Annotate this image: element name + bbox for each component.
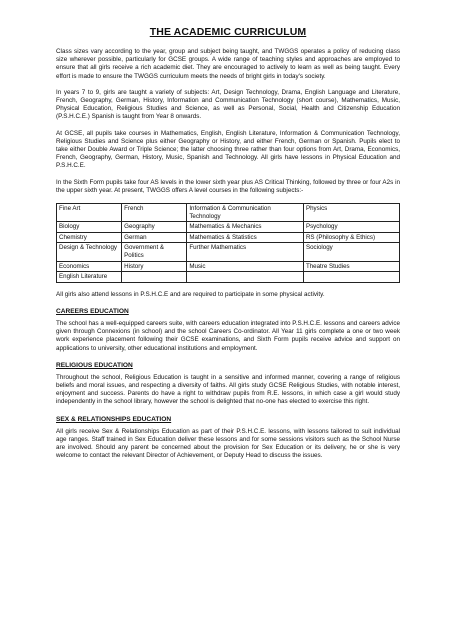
table-cell: Music bbox=[187, 261, 304, 272]
religious-heading: RELIGIOUS EDUCATION bbox=[56, 361, 133, 369]
table-row bbox=[57, 272, 400, 283]
gcse-paragraph: At GCSE, all pupils take courses in Mathematics, English, English Literature, Information & Communication Technology, Religious Studies and Science plus either Geography or History, and either French, German or Spanish. Pupils elect to take either Double Award or Triple Science; the latter choosing three rather than four options from Art, Drama, Economics, French, Geography, German, History, Music, Spanish and Technology. All girls have lessons in Physical Education and P.S.H.C.E. bbox=[56, 129, 400, 170]
table-cell: Mathematics & Statistics bbox=[187, 232, 304, 243]
table-cell: History bbox=[122, 261, 187, 272]
table-cell: Biology bbox=[57, 222, 122, 233]
table-cell: Sociology bbox=[303, 243, 399, 261]
table-cell: Economics bbox=[57, 261, 122, 272]
sex-education-heading: SEX & RELATIONSHIPS EDUCATION bbox=[56, 415, 172, 423]
years-7-9-paragraph: In years 7 to 9, girls are taught a variety of subjects: Art, Design Technology, Drama, English Language and Literature, French, Geography, German, History, Information and Communication Technology (short course), Mathematics, Music, Physical Education, Religious Studies and Science, as well as Personal, Social, Health and Citizenship Education (P.S.H.C.E.) Spanish is taught from Year 8 onwards. bbox=[56, 88, 400, 121]
careers-paragraph: The school has a well-equipped careers suite, with careers education integrated into P.S.H.C.E. lessons and careers advice given through Connexions (in school) and the school Careers Co-ordinator. All Year 11 girls complete a one or two week work experience placement following their GCSE examinations, and Sixth Form pupils receive advice and support on applications to university, other educational institutions and employment. bbox=[56, 320, 400, 352]
table-row bbox=[57, 204, 400, 222]
table-cell: Mathematics & Mechanics bbox=[187, 222, 304, 233]
table-cell: English Literature bbox=[57, 272, 122, 283]
table-row bbox=[57, 232, 400, 243]
after-table-paragraph: All girls also attend lessons in P.S.H.C.E and are required to participate in some physical activity. bbox=[56, 290, 325, 298]
table-cell bbox=[122, 272, 187, 283]
religious-paragraph: Throughout the school, Religious Education is taught in a sensitive and informed manner, covering a range of religious beliefs and moral issues, and respecting a diversity of faiths. All girls study GCSE Religious Studies, with notable interest, enjoyment and success. Parents do have a right to withdraw pupils from R.E. lessons, in which case a girl would study independently in the school library, however the school is delighted that no-one has elected to exercise this right. bbox=[56, 373, 400, 406]
subjects-table bbox=[56, 203, 400, 283]
table-cell: Further Mathematics bbox=[187, 243, 304, 261]
sixth-form-paragraph: In the Sixth Form pupils take four AS levels in the lower sixth year plus AS Critical Thinking, followed by three or four A2s in the upper sixth year. At present, TWGGS offers A level courses in the following subjects:- bbox=[56, 178, 400, 194]
table-cell bbox=[187, 272, 304, 283]
table-cell: Physics bbox=[303, 204, 399, 222]
table-cell bbox=[303, 272, 399, 283]
table-cell: Geography bbox=[122, 222, 187, 233]
table-cell: Information & Communication Technology bbox=[187, 204, 304, 222]
table-cell: Theatre Studies bbox=[303, 261, 399, 272]
sex-education-paragraph: All girls receive Sex & Relationships Education as part of their P.S.H.C.E. lessons, with lessons tailored to suit individual age ranges. Staff trained in Sex Education deliver these lessons and for some sessions visitors such as the School Nurse are involved. Should any parent be concerned about the provision for Sex Education or its delivery, he or she is very welcome to contact the relevant Director of Achievement, or Deputy Head to discuss the issues. bbox=[56, 427, 400, 460]
intro-paragraph: Class sizes vary according to the year, group and subject being taught, and TWGGS operates a policy of reducing class size wherever possible, particularly for GCSE groups. A wide range of teaching styles and approaches are employed to ensure that all girls receive a rich academic diet. They are encouraged to actively to learn as well as being taught. Every effort is made to ensure the TWGGS curriculum meets the needs of bright girls in today's society. bbox=[56, 48, 400, 80]
table-row bbox=[57, 222, 400, 233]
careers-heading: CAREERS EDUCATION bbox=[56, 308, 129, 315]
table-cell: German bbox=[122, 232, 187, 243]
table-row bbox=[57, 261, 400, 272]
table-cell: RS (Philosophy & Ethics) bbox=[303, 232, 399, 243]
page-title: THE ACADEMIC CURRICULUM bbox=[149, 26, 307, 38]
table-cell: Design & Technology bbox=[57, 243, 122, 261]
table-cell: French bbox=[122, 204, 187, 222]
table-cell: Fine Art bbox=[57, 204, 122, 222]
table-cell: Government & Politics bbox=[122, 243, 187, 261]
table-row bbox=[57, 243, 400, 261]
table-cell: Psychology bbox=[303, 222, 399, 233]
table-cell: Chemistry bbox=[57, 232, 122, 243]
